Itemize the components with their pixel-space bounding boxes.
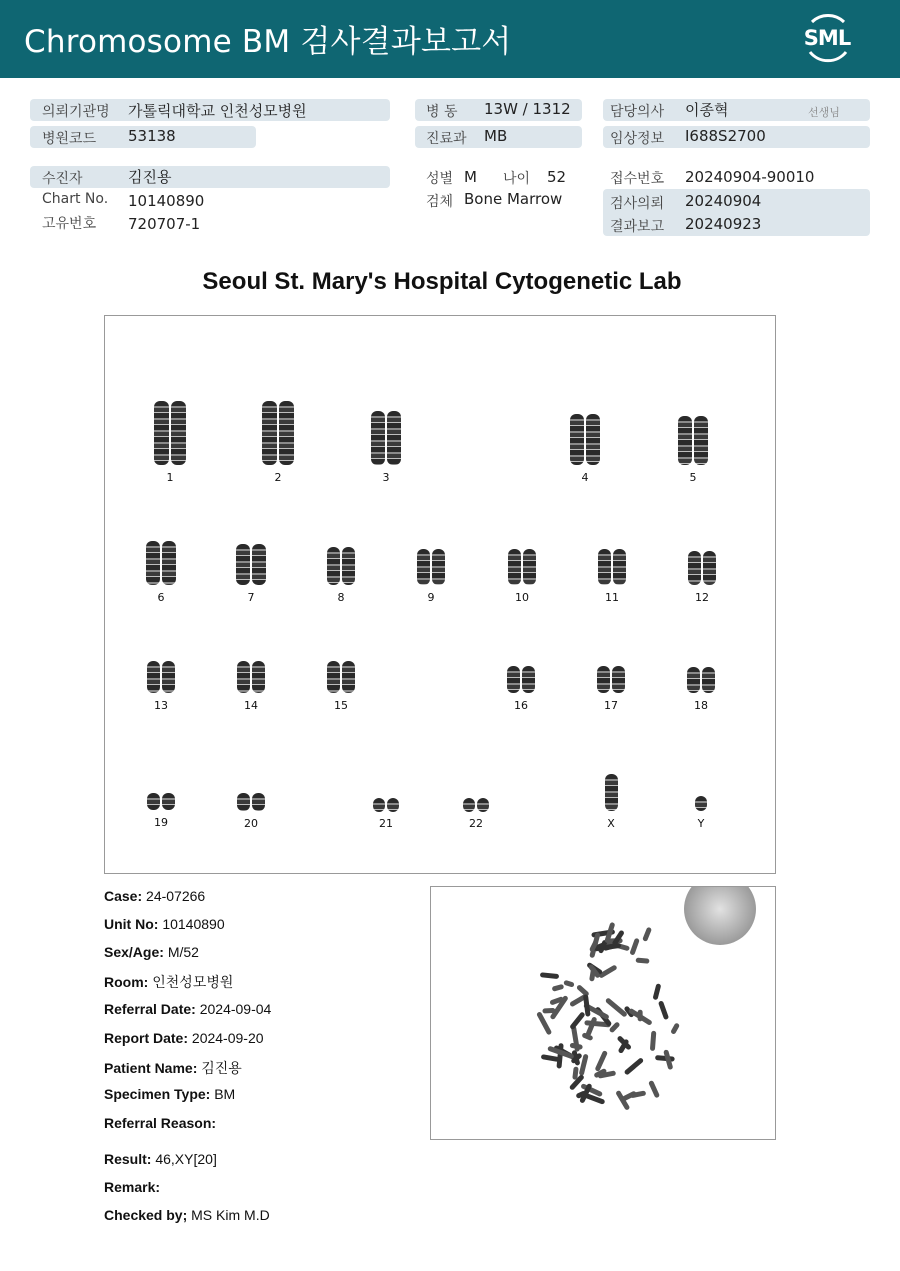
chromosome-12: [662, 551, 742, 604]
chromosome-14: [211, 661, 291, 712]
doctor-label: 담당의사: [610, 104, 665, 120]
metaphase-chromosome: [636, 958, 650, 964]
chromatid: [522, 666, 535, 693]
checked-label: Checked by;: [104, 1207, 188, 1223]
chromosome-label: 10: [515, 591, 529, 604]
chromosome-pair: [346, 797, 426, 811]
chromosome-pair: [572, 549, 652, 585]
metaphase-chromosome: [569, 1011, 586, 1030]
chromatid: [262, 401, 277, 465]
chart-value: 10140890: [128, 192, 205, 210]
metaphase-chromosome: [615, 1090, 630, 1111]
chromosome-pair: [482, 549, 562, 585]
age-label: 나이: [503, 171, 531, 187]
metaphase-chromosome: [605, 997, 628, 1017]
chromosome-label: 6: [157, 591, 165, 604]
chromatid: [171, 401, 186, 465]
clinical-value: I688S2700: [685, 127, 766, 145]
chromatid: [695, 796, 707, 811]
metaphase-chromosome: [621, 1090, 637, 1101]
chromosome-pair: [661, 667, 741, 693]
chromosome-11: [572, 549, 652, 604]
chromosome-15: [301, 661, 381, 712]
chromatid: [688, 551, 701, 585]
report-label: 결과보고: [610, 219, 665, 235]
chromosome-pair: [301, 547, 381, 585]
request-label: 검사의뢰: [610, 196, 665, 212]
unit-label: Unit No:: [104, 916, 159, 932]
report-date-label: Report Date:: [104, 1030, 189, 1046]
sexage-value: M/52: [167, 944, 199, 960]
chromosome-x: [571, 774, 651, 830]
clinical-label: 임상정보: [610, 131, 665, 147]
chromosome-label: Y: [697, 817, 705, 830]
header-bar: [0, 0, 900, 78]
chromosome-label: X: [607, 817, 615, 830]
case-value: 24-07266: [146, 888, 206, 904]
referral-date-value: 2024-09-04: [199, 1001, 272, 1017]
chromosome-1: [130, 401, 210, 484]
chromatid: [507, 666, 520, 693]
chromosome-label: 3: [382, 471, 390, 484]
chromatid: [237, 793, 250, 811]
remark-label: Remark:: [104, 1179, 161, 1195]
unit-line: [104, 916, 225, 932]
chromosome-19: [121, 793, 201, 829]
metaphase-chromosome: [536, 1011, 552, 1035]
chromatid: [387, 411, 401, 465]
chromatid: [342, 661, 355, 693]
chromosome-pair: [481, 666, 561, 693]
request-value: 20240904: [685, 192, 762, 210]
metaphase-chromosome: [563, 980, 575, 988]
checked-line: [104, 1207, 270, 1223]
dept-value: MB: [484, 127, 508, 145]
chromosome-3: [346, 411, 426, 484]
chromosome-label: 21: [379, 817, 393, 830]
chromosome-label: 16: [514, 699, 528, 712]
metaphase-chromosome: [650, 1031, 656, 1051]
chromatid: [523, 549, 536, 585]
chromosome-20: [211, 793, 291, 830]
metaphase-chromosome: [642, 927, 652, 942]
chromosome-pair: [121, 661, 201, 693]
referral-date-line: [104, 1001, 271, 1017]
chromatid: [687, 667, 700, 693]
chromosome-pair: [662, 551, 742, 585]
chromosome-pair: [661, 796, 741, 811]
ward-label: 병 동: [426, 104, 458, 120]
chromosome-8: [301, 547, 381, 604]
metaphase-chromosome: [624, 1057, 645, 1076]
chromosome-label: 7: [247, 591, 255, 604]
chromosome-label: 9: [427, 591, 435, 604]
chromosome-17: [571, 666, 651, 712]
chromosome-pair: [211, 544, 291, 585]
chromosome-4: [545, 414, 625, 484]
age-value: 52: [547, 168, 567, 186]
chromosome-21: [346, 797, 426, 830]
metaphase-chromosome: [652, 983, 661, 1000]
logo-text: SML: [803, 26, 851, 50]
chromosome-16: [481, 666, 561, 712]
patient-row: [30, 166, 390, 188]
receipt-value: 20240904-90010: [685, 168, 815, 186]
metaphase-spread: [431, 887, 776, 1140]
sexage-line: [104, 944, 199, 960]
result-value: 46,XY[20]: [155, 1151, 217, 1167]
chromosome-pair: [121, 793, 201, 810]
chromosome-label: 8: [337, 591, 345, 604]
referral-date-label: Referral Date:: [104, 1001, 196, 1017]
chromosome-pair: [211, 661, 291, 693]
checked-value: MS Kim M.D: [191, 1207, 270, 1223]
chromatid: [327, 547, 340, 585]
specimen-type-value: BM: [214, 1086, 236, 1102]
institution-label: 의뢰기관명: [42, 104, 110, 120]
report-date-line: [104, 1030, 264, 1046]
unit-value: 10140890: [162, 916, 225, 932]
chromosome-pair: [436, 797, 516, 811]
chromatid: [463, 798, 475, 812]
interphase-nucleus: [684, 887, 756, 945]
chromosome-7: [211, 544, 291, 604]
chromatid: [703, 551, 716, 585]
sex-value: M: [464, 168, 477, 186]
metaphase-chromosome: [658, 1000, 669, 1020]
sml-logo: [800, 12, 854, 64]
chromosome-label: 2: [274, 471, 282, 484]
chromosome-pair: [301, 661, 381, 693]
metaphase-chromosome: [594, 1050, 608, 1072]
case-label: Case:: [104, 888, 143, 904]
chromosome-pair: [121, 541, 201, 585]
chromatid: [252, 544, 266, 585]
chromatid: [327, 661, 340, 693]
doctor-suffix: 선생님: [808, 106, 840, 119]
chromatid: [432, 549, 445, 585]
report-date-value: 2024-09-20: [191, 1030, 264, 1046]
chromatid: [252, 793, 265, 811]
chromosome-label: 4: [581, 471, 589, 484]
chromatid: [702, 667, 715, 693]
metaphase-image: [430, 886, 776, 1140]
room-line: [104, 972, 233, 992]
ward-value: 13W / 1312: [484, 100, 571, 118]
metaphase-chromosome: [638, 1010, 643, 1022]
chromosome-label: 1: [166, 471, 174, 484]
chromosome-pair: [571, 774, 651, 811]
doctor-value: 이종혁: [685, 101, 729, 119]
chromosome-9: [391, 549, 471, 604]
chromosome-pair: [238, 401, 318, 465]
chromatid: [570, 414, 584, 465]
chromatid: [387, 798, 399, 812]
institution-value: 가톨릭대학교 인천성모병원: [128, 102, 307, 120]
chromosome-pair: [571, 666, 651, 693]
chromosome-label: 5: [689, 471, 697, 484]
chromosome-label: 22: [469, 817, 483, 830]
specimen-type-line: [104, 1086, 235, 1102]
chromatid: [598, 549, 611, 585]
chromosome-pair: [211, 793, 291, 811]
dept-label: 진료과: [426, 131, 467, 147]
room-value: 인천성모병원: [152, 974, 234, 990]
patient-name-line: [104, 1058, 242, 1078]
sex-label: 성별: [426, 171, 454, 187]
unique-label: 고유번호: [42, 216, 97, 232]
chromatid: [597, 666, 610, 693]
chromosome-label: 14: [244, 699, 258, 712]
chromosome-2: [238, 401, 318, 484]
patient-label: 수진자: [42, 171, 83, 187]
chromosome-pair: [346, 411, 426, 465]
result-line: [104, 1151, 217, 1167]
chromosome-pair: [545, 414, 625, 465]
metaphase-chromosome: [552, 984, 565, 992]
patient-name-value: 김진용: [201, 1060, 242, 1076]
chromosome-6: [121, 541, 201, 604]
chromatid: [605, 774, 618, 811]
room-label: Room:: [104, 974, 149, 990]
chromosome-5: [653, 416, 733, 484]
chromatid: [146, 541, 160, 585]
chromatid: [586, 414, 600, 465]
report-value: 20240923: [685, 215, 762, 233]
chromosome-10: [482, 549, 562, 604]
chromatid: [252, 661, 265, 693]
patient-name-label: Patient Name:: [104, 1060, 198, 1076]
chromatid: [371, 411, 385, 465]
chromatid: [613, 549, 626, 585]
unique-value: 720707-1: [128, 215, 201, 233]
metaphase-chromosome: [540, 972, 559, 979]
chromatid: [162, 661, 175, 693]
chromosome-label: 12: [695, 591, 709, 604]
metaphase-chromosome: [542, 1008, 555, 1014]
karyogram: [104, 315, 776, 874]
chromosome-label: 11: [605, 591, 619, 604]
chromatid: [477, 798, 489, 812]
receipt-label: 접수번호: [610, 171, 665, 187]
chromatid: [508, 549, 521, 585]
chromatid: [373, 798, 385, 812]
sexage-label: Sex/Age:: [104, 944, 164, 960]
chromosome-label: 19: [154, 816, 168, 829]
chart-label: Chart No.: [42, 191, 109, 207]
metaphase-chromosome: [670, 1022, 680, 1035]
chromatid: [147, 793, 160, 810]
chromatid: [236, 544, 250, 585]
specimen-label: 검체: [426, 194, 454, 210]
patient-value: 김진용: [128, 168, 172, 186]
chromosome-label: 13: [154, 699, 168, 712]
result-label: Result:: [104, 1151, 152, 1167]
remark-line: [104, 1179, 160, 1195]
chromosome-label: 18: [694, 699, 708, 712]
chromosome-pair: [653, 416, 733, 465]
chromatid: [147, 661, 160, 693]
chromosome-13: [121, 661, 201, 712]
chromosome-pair: [391, 549, 471, 585]
chromosome-label: 15: [334, 699, 348, 712]
specimen-type-label: Specimen Type:: [104, 1086, 211, 1102]
chromatid: [612, 666, 625, 693]
lab-title: Seoul St. Mary's Hospital Cytogenetic Lab: [202, 268, 682, 295]
chromatid: [162, 541, 176, 585]
chromatid: [694, 416, 708, 465]
referral-reason-line: [104, 1115, 216, 1131]
chromatid: [417, 549, 430, 585]
chromosome-22: [436, 797, 516, 830]
chromosome-y: [661, 796, 741, 830]
chromatid: [342, 547, 355, 585]
metaphase-chromosome: [629, 938, 640, 956]
chromatid: [154, 401, 169, 465]
metaphase-chromosome: [648, 1080, 660, 1099]
specimen-value: Bone Marrow: [464, 190, 563, 208]
chromosome-label: 17: [604, 699, 618, 712]
referral-reason-label: Referral Reason:: [104, 1115, 217, 1131]
chromatid: [162, 793, 175, 810]
chromosome-18: [661, 667, 741, 712]
chromosome-pair: [130, 401, 210, 465]
hospital-code-value: 53138: [128, 127, 176, 145]
chromatid: [279, 401, 294, 465]
chromosome-label: 20: [244, 817, 258, 830]
case-line: [104, 888, 205, 904]
hospital-code-label: 병원코드: [42, 131, 97, 147]
chromatid: [237, 661, 250, 693]
chromatid: [678, 416, 692, 465]
metaphase-chromosome: [541, 1054, 560, 1062]
report-title: Chromosome BM 검사결과보고서: [24, 24, 512, 60]
